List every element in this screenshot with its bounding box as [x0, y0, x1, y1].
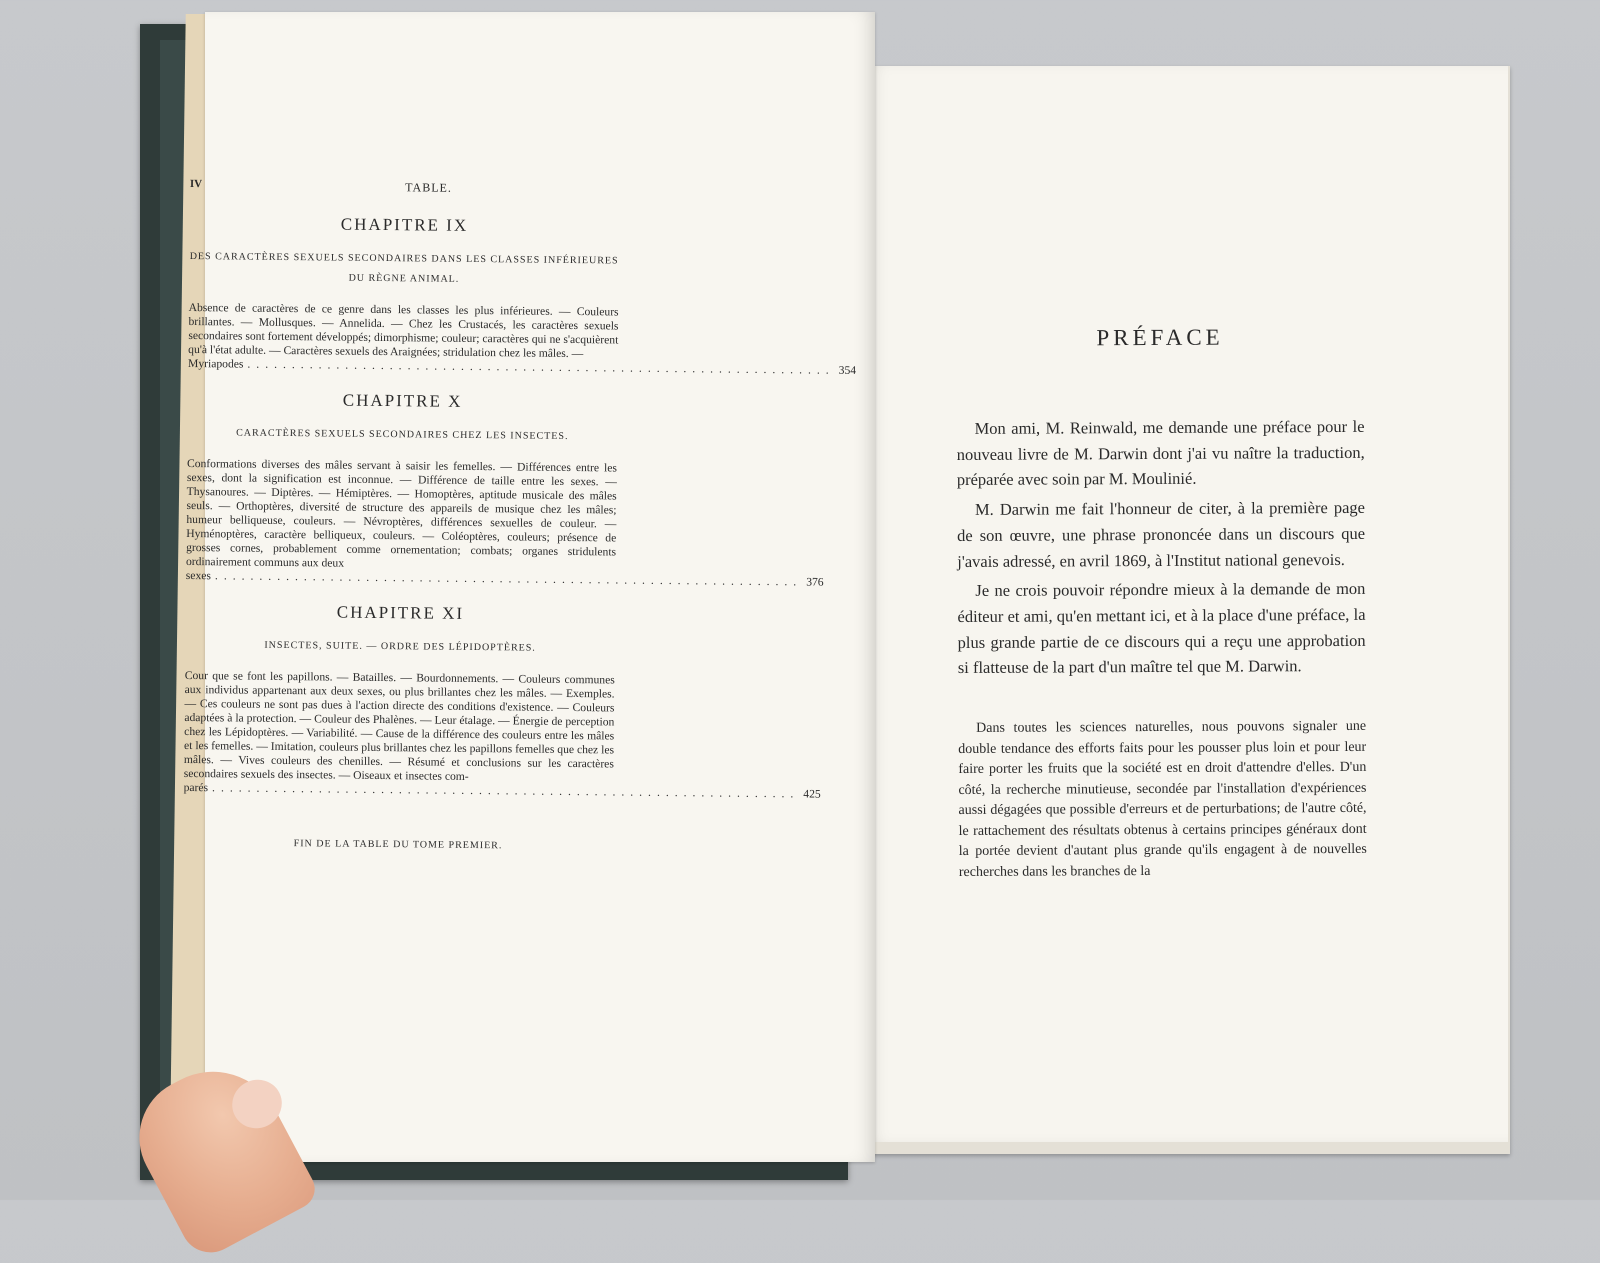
chapter-summary — [183, 668, 821, 801]
chapter-subtitle: DES CARACTÈRES SEXUELS SECONDAIRES DANS LES CLASSES INFÉRIEURES DU RÈGNE ANIMAL. — [189, 251, 619, 285]
chapter-last-word: Myriapodes — [187, 356, 244, 371]
chapter-title: CHAPITRE X — [342, 390, 463, 411]
chapter-summary-text: Absence de caractères de ce genre dans les classes les plus inférieures. — Couleurs brillantes. — Mollusques. — Annelida. — Chez les Crustacés, les caractères sexuels secondaires sont fortement développés; dimorphisme; couleur; caractères qui ne s'acquièrent qu'à l'état adulte. — Caractères sexuels des Araignées; stridulation chez les mâles. — — [188, 300, 619, 361]
chapter-summary-text: Conformations diverses des mâles servant à saisir les femelles. — Différences entre les sexes, dont la signification est inconnue. — Différence de taille entre les sexes. — Thysanoures. — Diptères. — Hémiptères. — Homoptères, aptitude musicale des mâles seuls. — Orthoptères, diversité de structure des appareils de musique chez les mâles; humeur belliqueuse, couleurs. — Névroptères, différences sexuelles de couleur. — Hyménoptères, caractère belliqueux, couleurs. — Coléoptères, couleurs; présence de grosses cornes, probablement comme ornementation; combats; organes stridulents ordinairement communs aux deux — [185, 456, 618, 570]
preface-paragraph: Je ne crois pouvoir répondre mieux à la demande de mon éditeur et ami, qu'en mettant ici, et à la place d'une préface, la plus grande partie de ce discours qui a reçu une approbation si flatteuse de la part d'un maître tel que M. Darwin. — [957, 579, 1366, 678]
chapter-last-word: parés — [183, 780, 209, 795]
chapter-summary — [185, 456, 824, 589]
chapter-subtitle: CARACTÈRES SEXUELS SECONDAIRES CHEZ LES INSECTES. — [236, 427, 569, 442]
chapter-entry — [185, 389, 824, 589]
preface-paragraph: Mon ami, M. Reinwald, me demande une préface pour le nouveau livre de M. Darwin dont j'ai vu naître la traduction, préparée avec soin par M. Moulinié. — [956, 416, 1365, 490]
chapter-title: CHAPITRE IX — [340, 214, 469, 235]
chapter-entry — [183, 601, 821, 801]
leader-dots: .................................................................. — [212, 781, 800, 801]
chapter-last-word: sexes — [185, 568, 212, 583]
chapter-summary — [187, 300, 857, 377]
preface — [956, 324, 1367, 897]
leader-dots: .................................................................. — [247, 357, 835, 377]
chapter-entry — [187, 213, 857, 377]
chapter-page: 425 — [803, 787, 821, 801]
preface-quote: Dans toutes les sciences naturelles, nous pouvons signaler une double tendance des efforts faits pour les pousser plus loin et pour leur faire porter les fruits que la société est en droit d'attendre d'elles. D'un côté, la recherche minutieuse, secondée par l'installation d'expériences aussi dégagées que possible d'erreurs et de perturbations; de l'autre côté, le rattachement des résultats obtenus à certains principes généraux dont la portée devient d'autant plus grande qu'ils engagent à de nouvelles recherches dans les branches de la — [958, 718, 1367, 880]
chapter-subtitle: INSECTES, SUITE. — ORDRE DES LÉPIDOPTÈRES. — [264, 639, 536, 654]
running-head-title: TABLE. — [405, 180, 452, 195]
chapter-page: 354 — [838, 363, 857, 377]
preface-paragraph: M. Darwin me fait l'honneur de citer, à la première page de son œuvre, une phrase prononcée dans un discours que j'avais adressé, en avril 1869, à l'Institut national genevois. — [957, 497, 1366, 571]
chapter-page-line — [183, 780, 821, 801]
preface-title: PRÉFACE — [1096, 324, 1224, 351]
running-header — [190, 178, 620, 198]
chapter-title: CHAPITRE XI — [336, 602, 465, 623]
chapter-page-line — [185, 568, 824, 589]
table-of-contents — [183, 178, 857, 852]
page-number: IV — [189, 178, 203, 191]
table-footer: FIN DE LA TABLE DU TOME PREMIER. — [293, 838, 503, 852]
chapter-summary-text: Cour que se font les papillons. — Batailles. — Bourdonnements. — Couleurs communes aux individus appartenant aux deux sexes, ou plus brillantes chez les mâles. — Exemples. — Ces couleurs ne sont pas dues à l'action directe des conditions d'existence. — Couleurs adaptées à la protection. — Couleur des Phalènes. — Leur étalage. — Énergie de perception chez les Lépidoptères. — Variabilité. — Cause de la différence des couleurs entre les mâles et les femelles. — Imitation, couleurs plus brillantes chez les papillons femelles que chez les mâles. — Vives couleurs des chenilles. — Résumé et conclusions sur les caractères secondaires sexuels des insectes. — Oiseaux et insectes com- — [183, 668, 615, 783]
chapter-page: 376 — [806, 575, 824, 589]
leader-dots: .................................................................. — [214, 569, 803, 589]
